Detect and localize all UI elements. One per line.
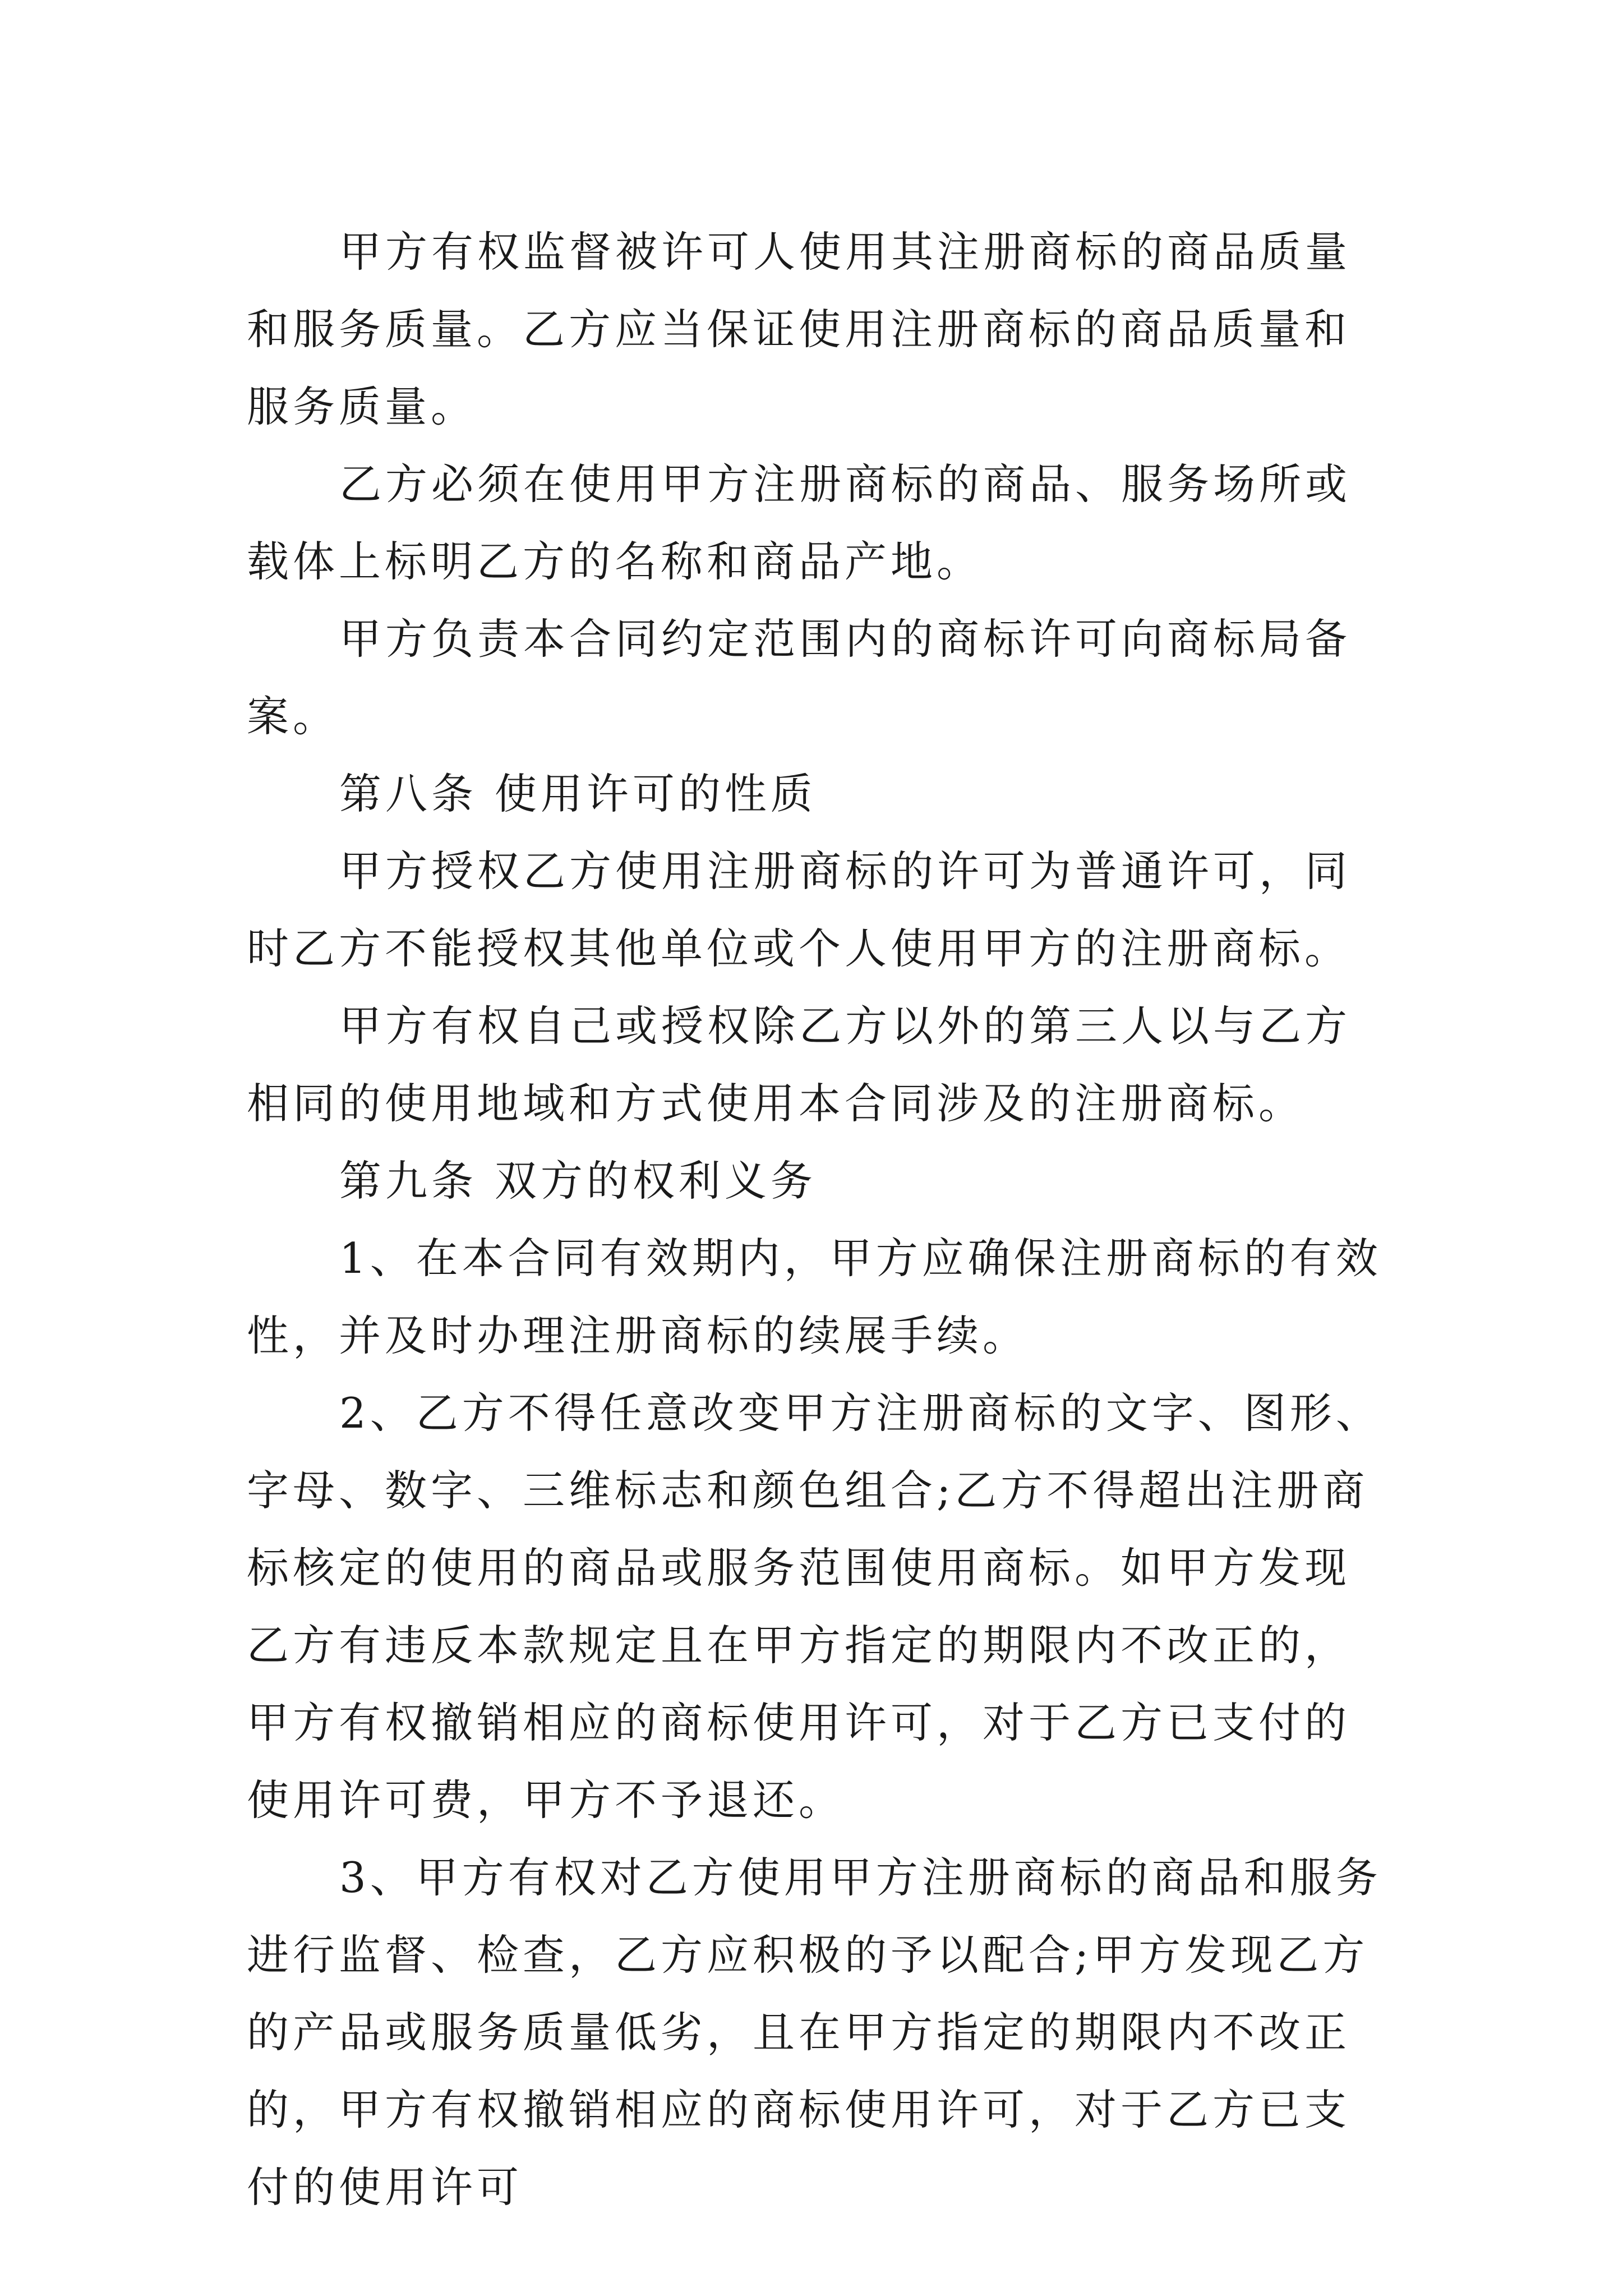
- paragraph-licensor-rights: 甲方有权自己或授权除乙方以外的第三人以与乙方相同的使用地域和方式使用本合同涉及的注册商标。: [247, 1001, 1352, 1128]
- clause-3: 3、甲方有权对乙方使用甲方注册商标的商品和服务进行监督、检查，乙方应积极的予以配合;甲方发现乙方的产品或服务质量低劣，且在甲方指定的期限内不改正的，甲方有权撤销相应的商标使用许可，对于乙方已支付的使用许可: [247, 1853, 1382, 2212]
- clause-1: 1、在本合同有效期内，甲方应确保注册商标的有效性，并及时办理注册商标的续展手续。: [247, 1234, 1382, 1360]
- clause-2: 2、乙方不得任意改变甲方注册商标的文字、图形、字母、数字、三维标志和颜色组合;乙方不得超出注册商标核定的使用的商品或服务范围使用商标。如甲方发现乙方有违反本款规定且在甲方指定的期限内不改正的，甲方有权撤销相应的商标使用许可，对于乙方已支付的使用许可费，甲方不予退还。: [247, 1388, 1382, 1825]
- paragraph-filing: 甲方负责本合同约定范围内的商标许可向商标局备案。: [247, 614, 1352, 741]
- document-body: [247, 213, 1391, 2226]
- article-9-heading: 第九条 双方的权利义务: [339, 1156, 817, 1205]
- paragraph-license-nature: 甲方授权乙方使用注册商标的许可为普通许可，同时乙方不能授权其他单位或个人使用甲方的注册商标。: [247, 846, 1352, 973]
- article-8-heading: 第八条 使用许可的性质: [339, 769, 817, 818]
- paragraph-quality-supervision: 甲方有权监督被许可人使用其注册商标的商品质量和服务质量。乙方应当保证使用注册商标的商品质量和服务质量。: [247, 227, 1352, 431]
- paragraph-marking-requirement: 乙方必须在使用甲方注册商标的商品、服务场所或载体上标明乙方的名称和商品产地。: [247, 459, 1352, 586]
